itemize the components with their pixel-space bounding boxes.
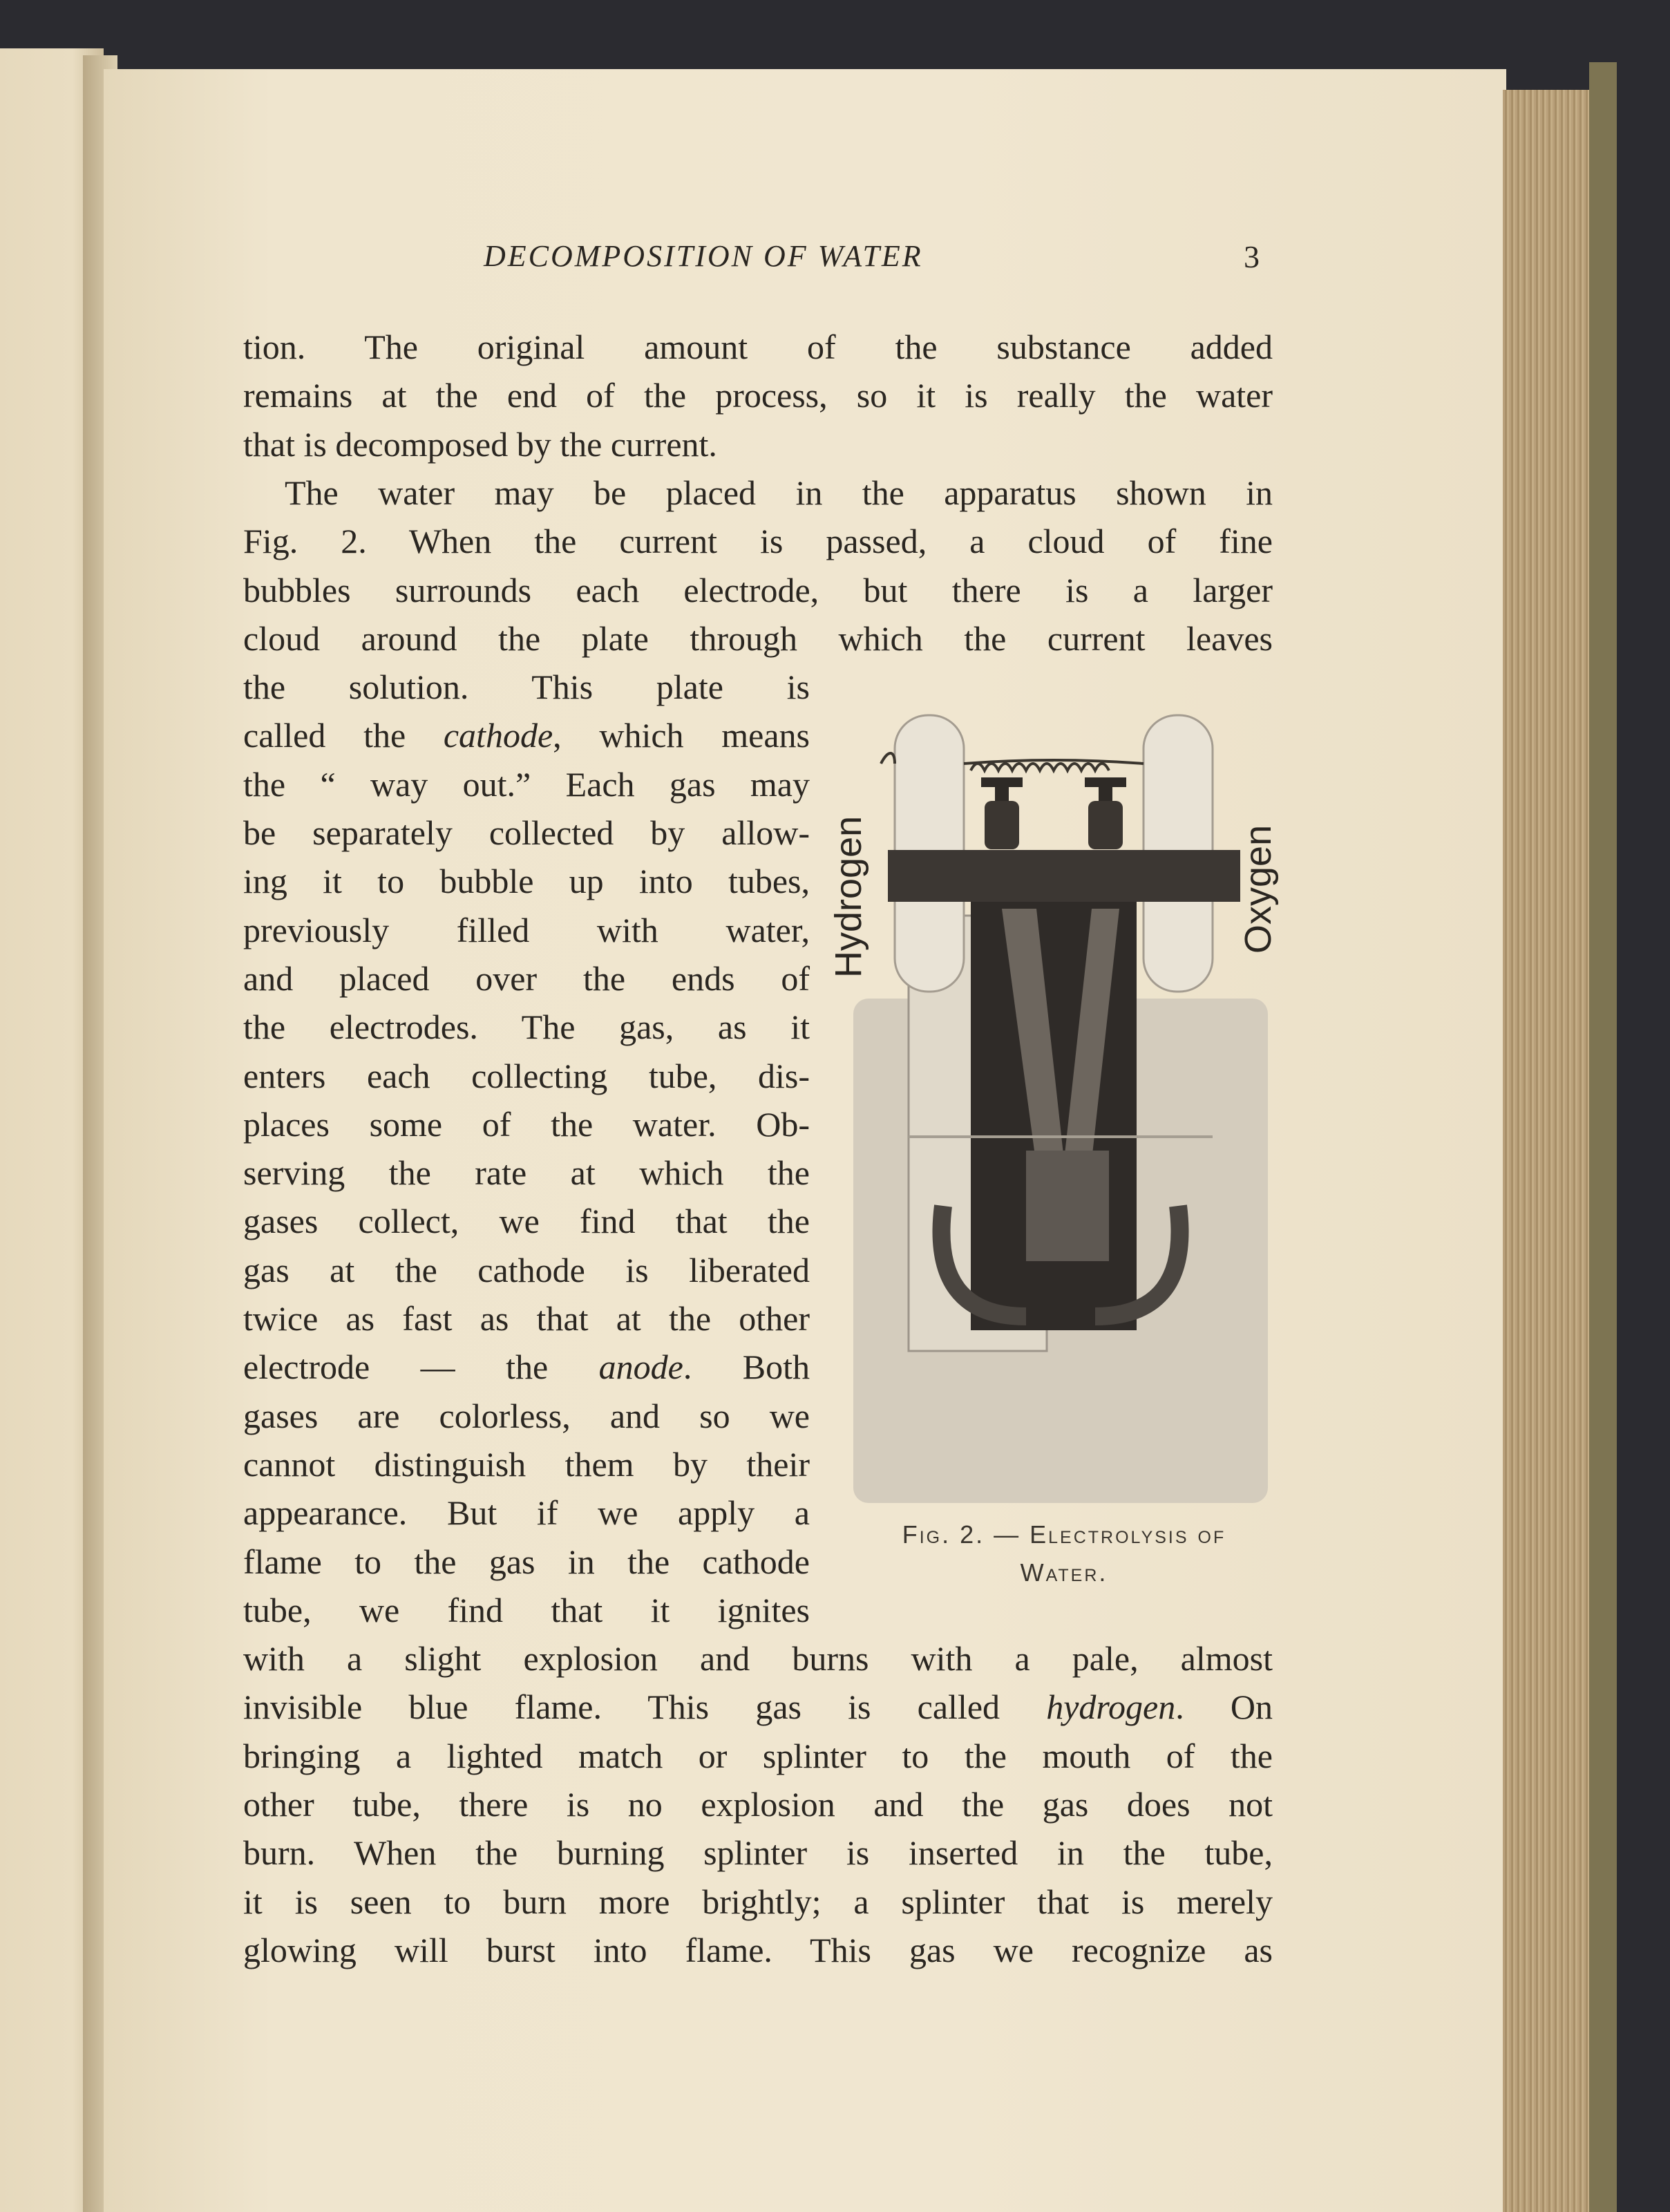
figure-caption-line-2: Water. bbox=[1020, 1558, 1108, 1587]
text-line bbox=[243, 1683, 1273, 1731]
text-line bbox=[243, 1634, 1273, 1683]
text-line bbox=[243, 1052, 810, 1100]
text-span: electrode — the bbox=[243, 1348, 599, 1387]
text-span: gases are colorless, and so we bbox=[243, 1396, 810, 1435]
text-line bbox=[243, 857, 810, 905]
text-line bbox=[243, 420, 1273, 469]
page-number: 3 bbox=[1244, 239, 1260, 274]
apparatus-illustration bbox=[853, 708, 1275, 1503]
text-span: The water may be placed in the apparatus shown in bbox=[285, 473, 1273, 512]
text-span: burn. When the burning splinter is inserted in the tube, bbox=[243, 1833, 1273, 1873]
text-line bbox=[243, 517, 1273, 565]
text-span: previously filled with water, bbox=[243, 910, 810, 949]
text-line bbox=[243, 711, 810, 759]
text-line bbox=[243, 809, 810, 857]
text-line bbox=[243, 1343, 810, 1391]
text-span: cloud around the plate through which the current leaves bbox=[243, 618, 1273, 658]
text-line bbox=[243, 1732, 1273, 1780]
text-line bbox=[243, 1392, 810, 1440]
text-line bbox=[243, 614, 1273, 663]
text-line bbox=[243, 1440, 810, 1488]
text-span: the “ way out.” Each gas may bbox=[243, 764, 810, 804]
text-span: with a slight explosion and burns with a pale, almost bbox=[243, 1639, 1273, 1679]
text-span: bringing a lighted match or splinter to the mouth of the bbox=[243, 1736, 1273, 1775]
oxygen-label: Oxygen bbox=[1237, 824, 1279, 954]
text-line bbox=[243, 1926, 1273, 1974]
text-span: the solution. This plate is bbox=[243, 668, 810, 707]
text-span: tion. The original amount of the substance added bbox=[243, 328, 1273, 366]
text-span: gases collect, we find that the bbox=[243, 1202, 810, 1241]
text-line bbox=[243, 1780, 1273, 1828]
italic-term: cathode bbox=[443, 716, 553, 755]
text-span: flame to the gas in the cathode bbox=[243, 1542, 810, 1581]
top-plate bbox=[888, 850, 1240, 902]
left-terminal bbox=[985, 801, 1019, 849]
text-span: bubbles surrounds each electrode, but there is a larger bbox=[243, 570, 1273, 609]
text-line bbox=[243, 1586, 810, 1634]
text-span: , which means bbox=[553, 716, 810, 755]
hydrogen-label: Hydrogen bbox=[828, 815, 869, 978]
text-line bbox=[243, 1294, 810, 1343]
text-line bbox=[243, 1246, 810, 1294]
text-line bbox=[243, 954, 810, 1003]
text-line bbox=[243, 1100, 810, 1148]
running-header: DECOMPOSITION OF WATER bbox=[484, 239, 923, 273]
text-span: Fig. 2. When the current is passed, a cloud of fine bbox=[243, 522, 1273, 561]
text-span: and placed over the ends of bbox=[243, 958, 810, 998]
italic-term: hydrogen bbox=[1046, 1688, 1176, 1727]
figure-electrolysis-apparatus bbox=[828, 708, 1279, 1503]
coiled-wire bbox=[971, 764, 1109, 771]
text-span: be separately collected by allow- bbox=[243, 813, 810, 852]
text-line bbox=[243, 663, 810, 711]
text-line bbox=[243, 1828, 1273, 1877]
text-span: remains at the end of the process, so it is really the water bbox=[243, 376, 1273, 415]
text-line bbox=[243, 1197, 810, 1245]
text-span: invisible blue flame. This gas is called bbox=[243, 1688, 1047, 1727]
book-cover-edge bbox=[1589, 62, 1617, 2212]
text-line bbox=[243, 323, 1273, 371]
text-line bbox=[285, 469, 1273, 517]
text-span: appearance. But if we apply a bbox=[243, 1493, 810, 1533]
text-span: tube, we find that it ignites bbox=[243, 1590, 810, 1629]
text-line bbox=[243, 1538, 810, 1586]
text-span: . Both bbox=[683, 1348, 810, 1387]
text-span: it is seen to burn more brightly; a splinter that is merely bbox=[243, 1882, 1273, 1921]
text-span: serving the rate at which the bbox=[243, 1153, 810, 1193]
text-span: ing it to bubble up into tubes, bbox=[243, 862, 810, 901]
italic-term: anode bbox=[598, 1348, 683, 1387]
text-line bbox=[243, 1003, 810, 1051]
text-span: other tube, there is no explosion and the gas does not bbox=[243, 1785, 1273, 1824]
text-span: the electrodes. The gas, as it bbox=[243, 1008, 810, 1047]
text-line bbox=[243, 1488, 810, 1537]
text-line bbox=[243, 371, 1273, 419]
text-line bbox=[243, 566, 1273, 614]
text-line bbox=[243, 1148, 810, 1197]
text-span: . On bbox=[1175, 1688, 1273, 1727]
text-span: places some of the water. Ob- bbox=[243, 1104, 810, 1144]
text-span: that is decomposed by the current. bbox=[243, 424, 717, 464]
figure-caption-line-1: Fig. 2. — Electrolysis of bbox=[902, 1520, 1226, 1549]
base-stopper bbox=[1026, 1151, 1109, 1261]
text-span: called the bbox=[243, 716, 444, 755]
text-span: glowing will burst into flame. This gas we recognize as bbox=[243, 1930, 1273, 1969]
text-span: cannot distinguish them by their bbox=[243, 1444, 810, 1484]
text-line bbox=[243, 1878, 1273, 1926]
text-line bbox=[243, 760, 810, 809]
text-span: gas at the cathode is liberated bbox=[243, 1250, 810, 1289]
right-terminal bbox=[1088, 801, 1123, 849]
text-line bbox=[243, 906, 810, 954]
text-span: twice as fast as that at the other bbox=[243, 1299, 810, 1338]
page-block-edge bbox=[1503, 90, 1600, 2212]
text-span: enters each collecting tube, dis- bbox=[243, 1056, 810, 1095]
